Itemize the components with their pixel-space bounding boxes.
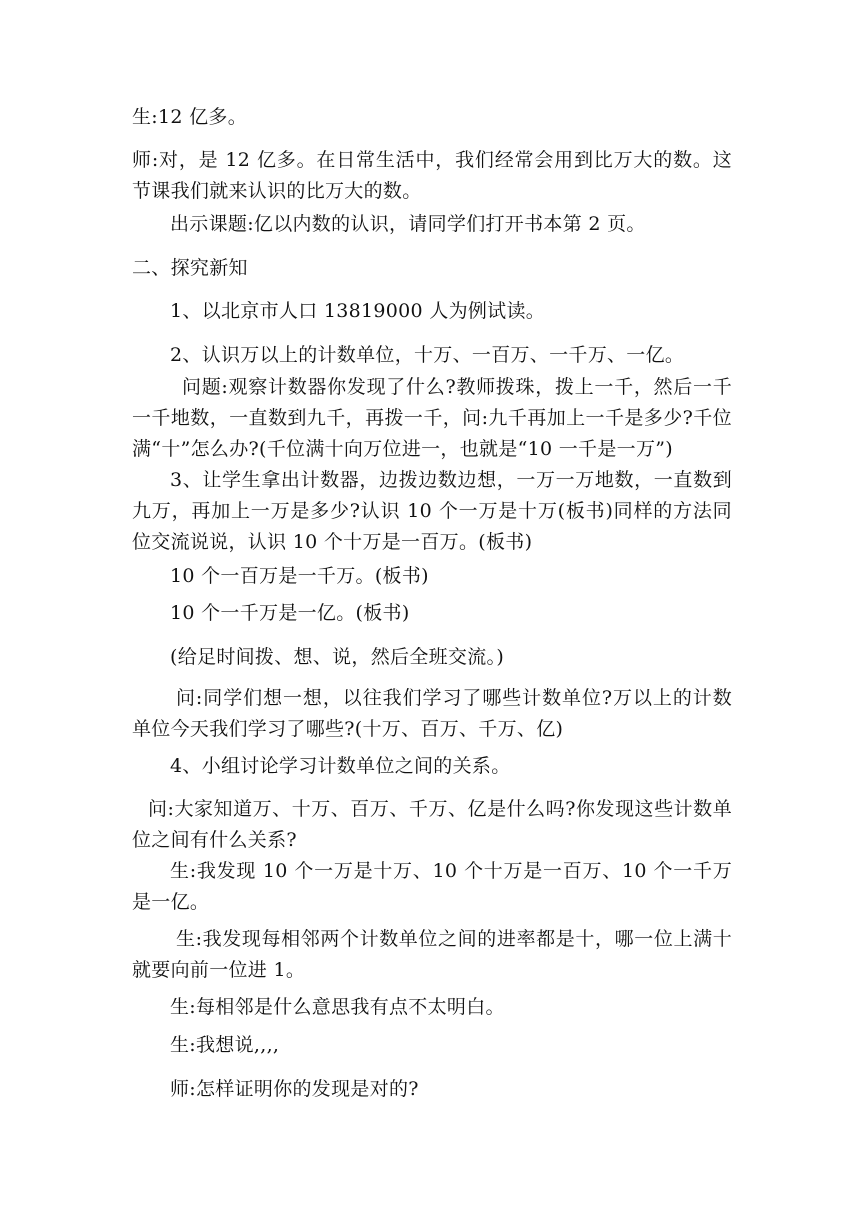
paragraph-8: 10 个一百万是一千万。(板书) [170,565,429,587]
paragraph-11: 问:同学们想一想，以往我们学习了哪些计数单位?万以上的计数单位今天我们学习了哪些?(十万、百万、千万、亿) [132,687,732,740]
paragraph-18: 师:怎样证明你的发现是对的? [170,1078,419,1100]
paragraph-15: 生:我发现每相邻两个计数单位之间的进率都是十，哪一位上满十就要向前一位进 1。 [132,928,732,981]
paragraph-14: 生:我发现 10 个一万是十万、10 个十万是一百万、10 个一千万是一亿。 [132,860,732,913]
paragraph-4: 1、以北京市人口 13819000 人为例试读。 [170,300,546,322]
paragraph-1: 生:12 亿多。 [132,106,248,128]
paragraph-2: 师:对，是 12 亿多。在日常生活中，我们经常会用到比万大的数。这节课我们就来认识的比万大的数。 [132,149,732,202]
paragraph-16: 生:每相邻是什么意思我有点不太明白。 [170,996,505,1018]
paragraph-5: 2、认识万以上的计数单位，十万、一百万、一千万、一亿。 [170,344,685,366]
paragraph-9: 10 个一千万是一亿。(板书) [170,602,410,624]
paragraph-3: 出示课题:亿以内数的认识，请同学们打开书本第 2 页。 [170,213,646,235]
paragraph-12: 4、小组讨论学习计数单位之间的关系。 [170,755,511,777]
paragraph-6: 问题:观察计数器你发现了什么?教师拨珠，拨上一千，然后一千一千地数，一直数到九千，再拨一千，问:九千再加上一千是多少?千位满“十”怎么办?(千位满十向万位进一，也就是“10 一千是一万”) [132,376,732,460]
paragraph-13: 问:大家知道万、十万、百万、千万、亿是什么吗?你发现这些计数单位之间有什么关系? [132,798,732,851]
paragraph-7: 3、让学生拿出计数器，边拨边数边想，一万一万地数，一直数到九万，再加上一万是多少?认识 10 个一万是十万(板书)同样的方法同位交流说说，认识 10 个十万是一百万。(板书) [132,469,732,553]
section-heading: 二、探究新知 [132,257,248,279]
paragraph-10: (给足时间拨、想、说，然后全班交流。) [170,646,505,668]
paragraph-17: 生:我想说,,,, [170,1034,280,1056]
